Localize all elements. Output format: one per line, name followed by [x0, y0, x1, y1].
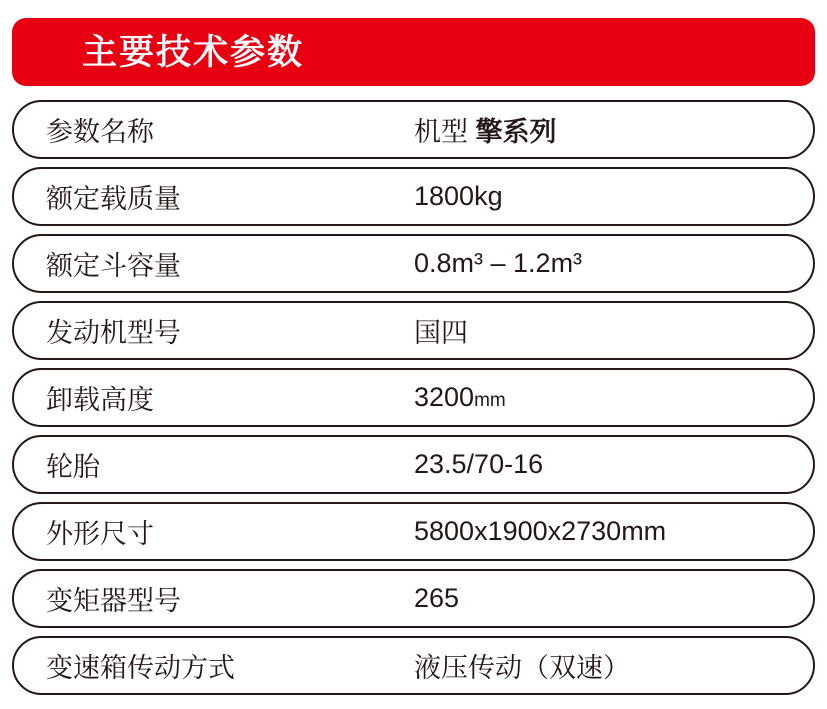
row-value: 23.5/70-16	[414, 449, 544, 479]
row-value-model: 擎系列	[475, 117, 557, 147]
table-row	[12, 569, 815, 628]
row-value: 0.8m³ – 1.2m³	[414, 248, 583, 278]
row-value: 液压传动（双速）	[414, 653, 630, 683]
table-row	[12, 234, 815, 293]
row-value-unit: mm	[474, 390, 506, 411]
row-label: 发动机型号	[46, 318, 181, 348]
table-row	[12, 435, 815, 494]
page-title: 主要技术参数	[82, 32, 305, 72]
row-label: 外形尺寸	[46, 519, 154, 549]
row-label: 变速箱传动方式	[46, 653, 235, 683]
row-value-number: 3200	[414, 382, 475, 412]
table-row	[12, 167, 815, 226]
table-row	[12, 636, 815, 695]
table-row	[12, 368, 815, 427]
row-value: 5800x1900x2730mm	[414, 516, 667, 546]
row-value-prefix: 机型	[414, 117, 476, 147]
table-row	[12, 301, 815, 360]
row-label: 参数名称	[46, 117, 154, 147]
row-label: 额定载质量	[46, 184, 181, 214]
row-value: 1800kg	[414, 181, 503, 211]
row-label: 额定斗容量	[46, 251, 181, 281]
row-label: 变矩器型号	[46, 586, 181, 616]
row-value	[414, 110, 813, 149]
row-label: 卸载高度	[46, 385, 154, 415]
row-label: 轮胎	[46, 452, 100, 482]
row-value: 265	[414, 583, 460, 613]
table-row	[12, 100, 815, 159]
table-row	[12, 502, 815, 561]
header-banner	[12, 18, 815, 86]
row-value: 国四	[414, 318, 468, 348]
row-value	[414, 382, 813, 413]
